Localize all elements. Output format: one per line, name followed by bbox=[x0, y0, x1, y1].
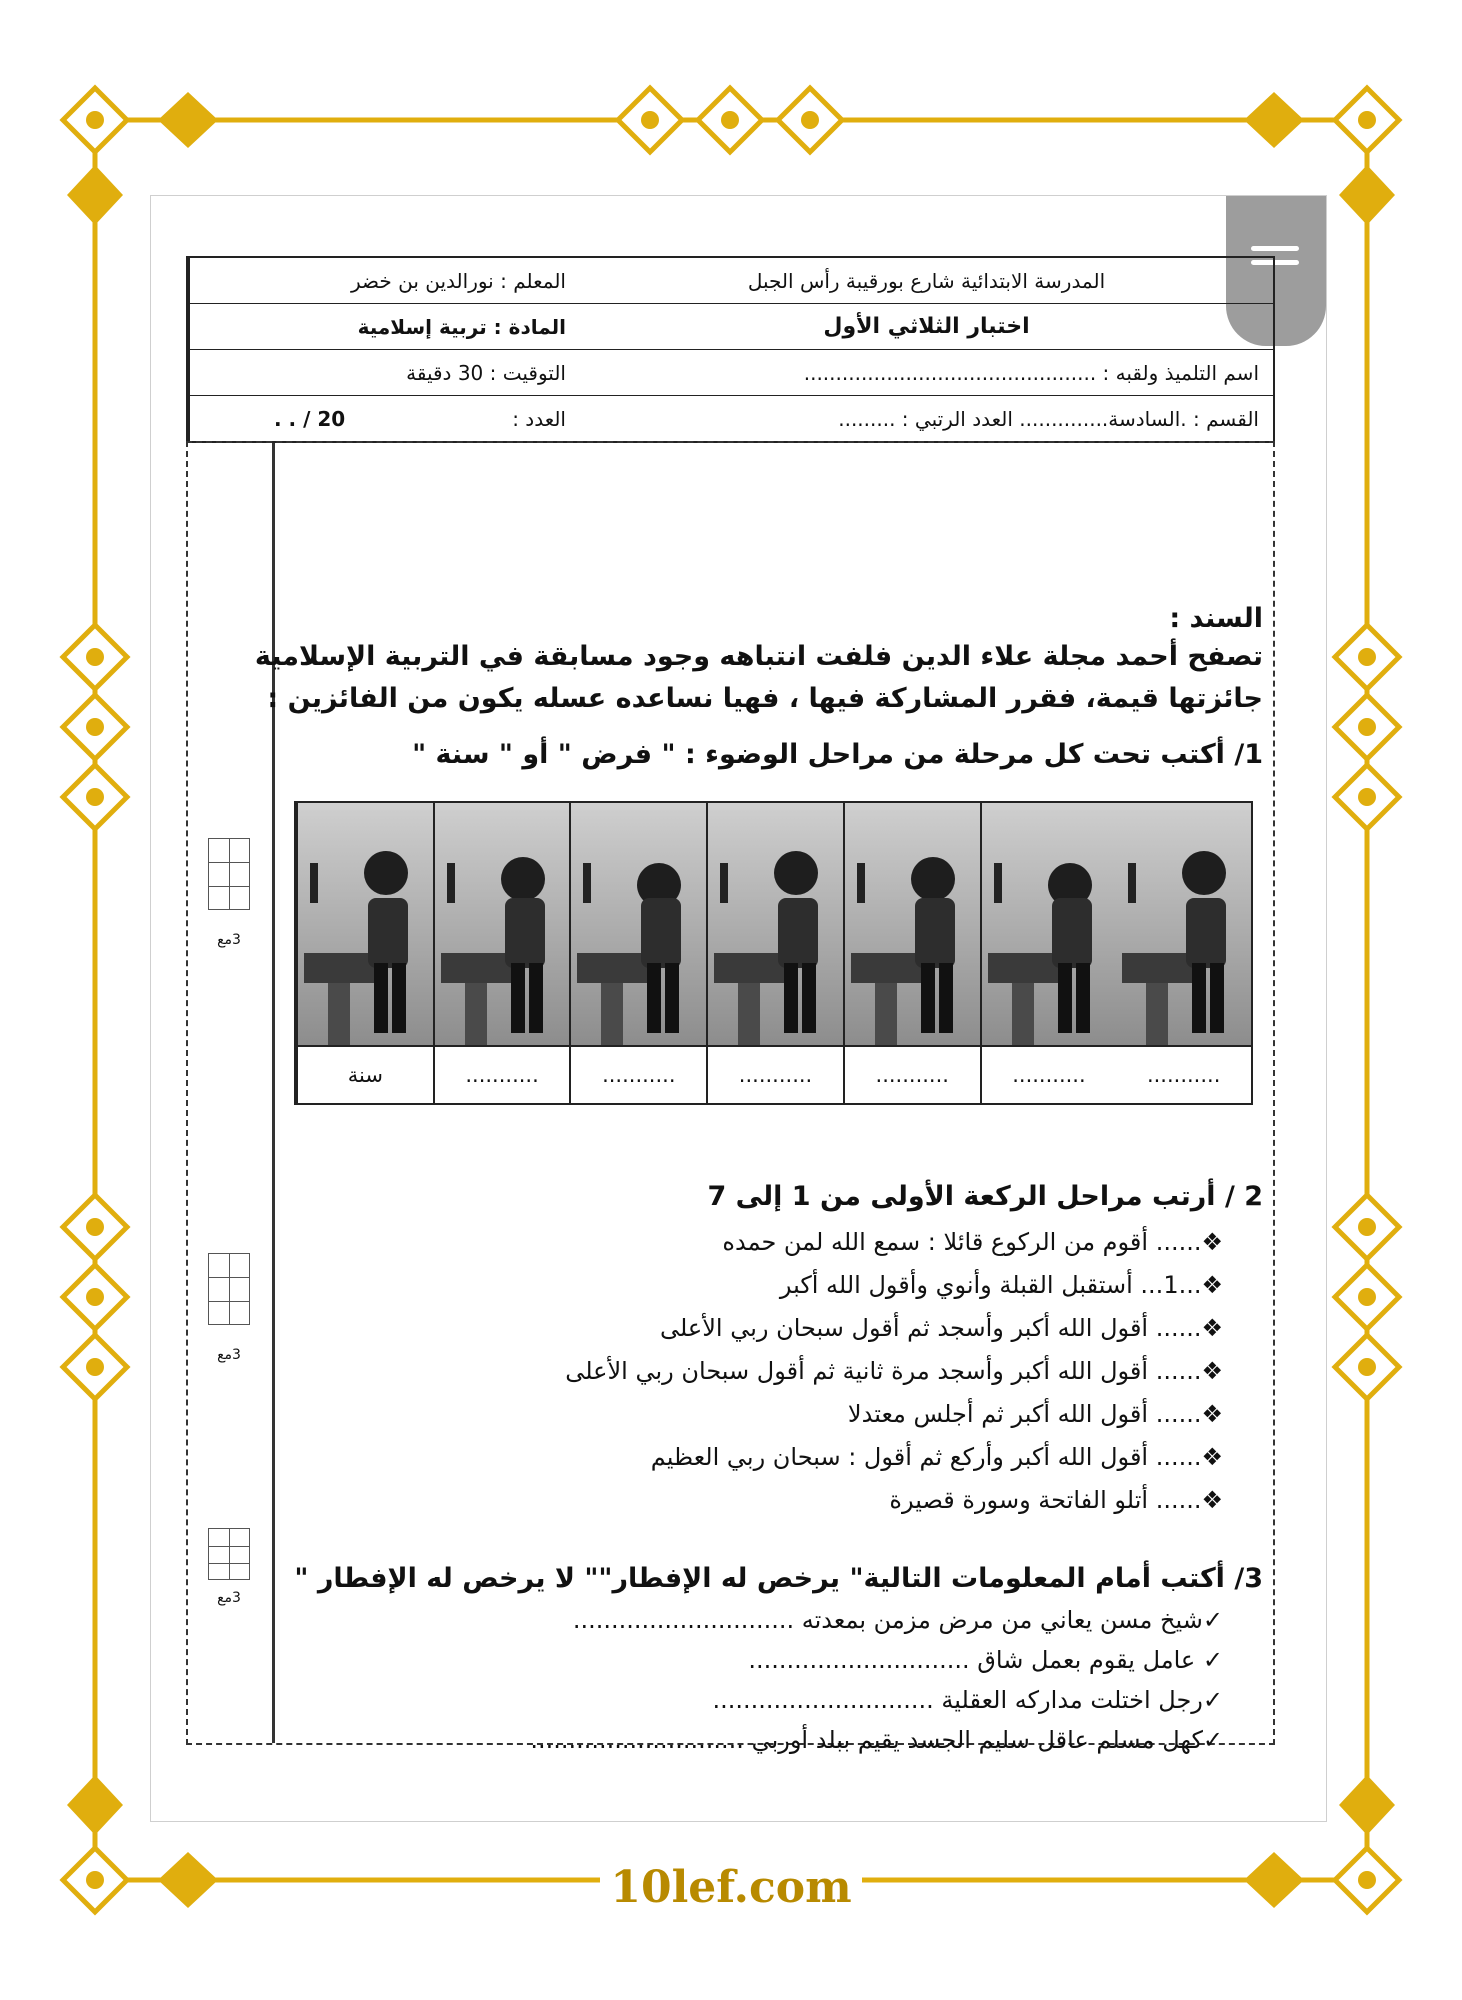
leg-shape bbox=[784, 963, 798, 1033]
q3-title: 3/ أكتب أمام المعلومات التالية" يرخص له الإفطار"" لا يرخص له الإفطار " bbox=[294, 1563, 1263, 1594]
sink-stand bbox=[1146, 983, 1168, 1045]
grade-box-q2: 3مع bbox=[204, 1253, 254, 1363]
sink-stand bbox=[465, 983, 487, 1045]
body-shape bbox=[778, 898, 818, 968]
teacher-cell: المعلم : نورالدين بن خضر bbox=[190, 258, 580, 304]
tap-shape bbox=[447, 863, 455, 903]
site-watermark bbox=[0, 1862, 1462, 1913]
boy-washing-icon bbox=[982, 803, 1117, 1047]
tap-shape bbox=[310, 863, 318, 903]
head-shape bbox=[774, 851, 818, 895]
sink-stand bbox=[328, 983, 350, 1045]
boy-washing-icon bbox=[708, 803, 843, 1047]
boy-washing-icon bbox=[435, 803, 570, 1047]
grade-grid-icon bbox=[208, 1528, 250, 1580]
body-shape bbox=[368, 898, 408, 968]
leg-shape bbox=[802, 963, 816, 1033]
ablution-step bbox=[706, 803, 843, 1103]
leg-shape bbox=[665, 963, 679, 1033]
exam-header-table bbox=[186, 256, 1275, 443]
ablution-photo-strip bbox=[294, 801, 1253, 1105]
q2-title: 2 / أرتب مراحل الركعة الأولى من 1 إلى 7 bbox=[707, 1181, 1263, 1212]
leg-shape bbox=[1210, 963, 1224, 1033]
leg-shape bbox=[529, 963, 543, 1033]
head-shape bbox=[364, 851, 408, 895]
grade-grid-icon bbox=[208, 838, 250, 910]
boy-washing-icon bbox=[298, 803, 433, 1047]
leg-shape bbox=[1076, 963, 1090, 1033]
grading-margin bbox=[188, 443, 275, 1743]
body-shape bbox=[915, 898, 955, 968]
q2-item: ❖...... أتلو الفاتحة وسورة قصيرة bbox=[889, 1486, 1223, 1514]
ablution-step bbox=[569, 803, 706, 1103]
sink-stand bbox=[1012, 983, 1034, 1045]
body-shape bbox=[505, 898, 545, 968]
head-shape bbox=[1182, 851, 1226, 895]
support-title: السند : bbox=[1169, 603, 1263, 634]
step-answer[interactable]: ........... bbox=[602, 1063, 676, 1087]
tap-shape bbox=[857, 863, 865, 903]
ablution-step bbox=[433, 803, 570, 1103]
tap-shape bbox=[994, 863, 1002, 903]
boy-washing-icon bbox=[571, 803, 706, 1047]
ablution-step bbox=[980, 803, 1117, 1103]
exam-sheet bbox=[150, 195, 1327, 1822]
head-shape bbox=[501, 857, 545, 901]
q2-item: ❖...... أقول الله أكبر وأركع ثم أقول : سبحان ربي العظيم bbox=[650, 1443, 1223, 1471]
grade-grid-icon bbox=[208, 1253, 250, 1325]
leg-shape bbox=[1192, 963, 1206, 1033]
body-shape bbox=[641, 898, 681, 968]
step-answer[interactable]: ........... bbox=[465, 1063, 539, 1087]
body-shape bbox=[1186, 898, 1226, 968]
leg-shape bbox=[921, 963, 935, 1033]
step-answer[interactable]: سنة bbox=[347, 1063, 383, 1087]
site-name[interactable]: 10lef.com bbox=[600, 1862, 861, 1913]
q3-item: ✓ عامل يقوم بعمل شاق ............................. bbox=[748, 1646, 1223, 1674]
body-shape bbox=[1052, 898, 1092, 968]
class-cell: القسم : .السادسة.............. العدد الرتبي : ......... bbox=[838, 406, 1259, 431]
sink-stand bbox=[875, 983, 897, 1045]
leg-shape bbox=[374, 963, 388, 1033]
ablution-step bbox=[296, 803, 433, 1103]
step-answer[interactable]: ........... bbox=[1012, 1063, 1086, 1087]
sink-stand bbox=[601, 983, 623, 1045]
tap-shape bbox=[720, 863, 728, 903]
step-answer[interactable]: ........... bbox=[738, 1063, 813, 1087]
sink-stand bbox=[738, 983, 760, 1045]
boy-washing-icon bbox=[845, 803, 980, 1047]
q2-item: ❖...1... أستقبل القبلة وأنوي وأقول الله أكبر bbox=[779, 1271, 1223, 1299]
tap-shape bbox=[1128, 863, 1136, 903]
leg-shape bbox=[511, 963, 525, 1033]
ablution-step bbox=[843, 803, 980, 1103]
q2-item: ❖...... أقوم من الركوع قائلا : سمع الله لمن حمده bbox=[722, 1228, 1223, 1256]
exercise-frame bbox=[186, 441, 1275, 1754]
leg-shape bbox=[939, 963, 953, 1033]
head-shape bbox=[911, 857, 955, 901]
support-text-1: تصفح أحمد مجلة علاء الدين فلفت انتباهه وجود مسابقة في التربية الإسلامية bbox=[254, 641, 1263, 672]
subject-cell: المادة : تربية إسلامية bbox=[190, 304, 580, 350]
q3-item: ✓رجل اختلت مداركه العقلية ............................. bbox=[712, 1686, 1223, 1714]
grade-value: 20 / . . bbox=[274, 406, 346, 431]
grade-box-q3: 3مع bbox=[204, 1528, 254, 1606]
q1-title: 1/ أكتب تحت كل مرحلة من مراحل الوضوء : " فرض " أو " سنة " bbox=[412, 739, 1263, 770]
q3-item: ✓شيخ مسن يعاني من مرض مزمن بمعدته ............................. bbox=[572, 1606, 1223, 1634]
boy-washing-icon bbox=[1116, 803, 1251, 1047]
leg-shape bbox=[1058, 963, 1072, 1033]
leg-shape bbox=[392, 963, 406, 1033]
student-name-cell: اسم التلميذ ولقبه : .............................................. bbox=[580, 350, 1273, 396]
q2-item: ❖...... أقول الله أكبر ثم أجلس معتدلا bbox=[847, 1400, 1223, 1428]
support-text-2: جائزتها قيمة، فقرر المشاركة فيها ، فهيا نساعده عسله يكون من الفائزين : bbox=[267, 683, 1263, 714]
grade-label: العدد : bbox=[512, 406, 566, 431]
school-cell: المدرسة الابتدائية شارع بورقيبة رأس الجبل bbox=[580, 258, 1273, 304]
leg-shape bbox=[647, 963, 661, 1033]
grade-cell bbox=[190, 396, 580, 441]
tap-shape bbox=[583, 863, 591, 903]
step-answer[interactable]: ........... bbox=[1146, 1063, 1221, 1087]
q2-item: ❖...... أقول الله أكبر وأسجد ثم أقول سبحان ربي الأعلى bbox=[659, 1314, 1223, 1342]
step-answer[interactable]: ........... bbox=[875, 1063, 949, 1087]
timing-cell: التوقيت : 30 دقيقة bbox=[190, 350, 580, 396]
q3-item: ✓كهل مسلم عاقل سليم الجسد يقيم ببلد أوربي ............................ bbox=[530, 1726, 1223, 1754]
ablution-step bbox=[1116, 803, 1251, 1103]
exam-title-cell: اختبار الثلاثي الأول bbox=[580, 304, 1273, 350]
q2-item: ❖...... أقول الله أكبر وأسجد مرة ثانية ثم أقول سبحان ربي الأعلى bbox=[565, 1357, 1223, 1385]
grade-box-q1: 3مع bbox=[204, 838, 254, 948]
